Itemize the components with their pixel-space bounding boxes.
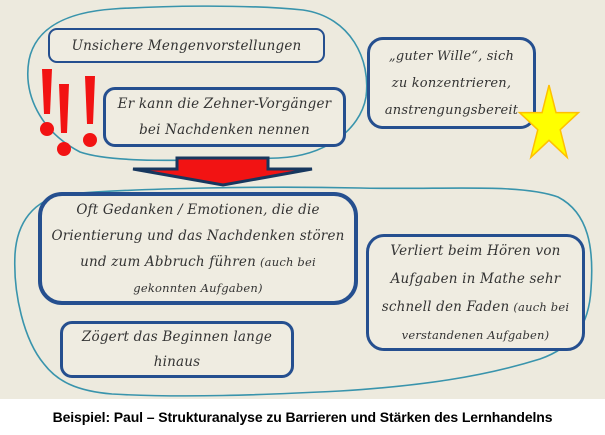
box-text-line: „guter Wille“, sich	[388, 48, 515, 64]
box-text-line: Zögert das Beginnen lange	[81, 328, 273, 345]
box-text-line: anstrengungsbereit	[384, 102, 519, 118]
box-zoegert-beginnen	[60, 321, 294, 378]
box-verliert-faden	[366, 234, 585, 351]
box-text-segment-small: (auch bei	[259, 254, 316, 269]
box-text-line: zu konzentrieren,	[391, 75, 512, 91]
box-text-segment: schnell den Faden	[381, 298, 510, 315]
box-text-line: Orientierung und das Nachdenken stören	[51, 227, 345, 244]
box-guter-wille	[367, 37, 536, 129]
box-text-line	[382, 293, 570, 321]
box-text-line	[80, 249, 316, 275]
down-arrow-icon	[133, 158, 312, 185]
caption-bar	[0, 399, 605, 435]
box-text-line: Er kann die Zehner-Vorgänger	[117, 96, 332, 112]
box-zehner-vorgaenger	[103, 87, 346, 147]
box-text-line: hinaus	[153, 353, 201, 370]
box-text-line: Verliert beim Hören von	[390, 242, 561, 259]
box-text-line: Aufgaben in Mathe sehr	[390, 270, 561, 287]
box-text-line: bei Nachdenken nennen	[139, 122, 310, 138]
box-gedanken-emotionen	[38, 192, 358, 305]
box-text-line: Unsichere Mengenvorstellungen	[71, 37, 302, 54]
box-text-line: gekonnten Aufgaben)	[133, 280, 263, 295]
box-text-line: verstandenen Aufgaben)	[401, 327, 550, 342]
box-text-segment-small: (auch bei	[513, 299, 570, 314]
box-text-line: Oft Gedanken / Emotionen, die die	[76, 201, 320, 218]
figure-caption: Beispiel: Paul – Strukturanalyse zu Barrieren und Stärken des Lernhandelns	[52, 409, 553, 425]
triple-exclamation-marks-icon	[40, 69, 97, 156]
box-text-segment: und zum Abbruch führen	[80, 253, 256, 270]
box-unsichere-mengenvorstellungen	[48, 28, 325, 63]
